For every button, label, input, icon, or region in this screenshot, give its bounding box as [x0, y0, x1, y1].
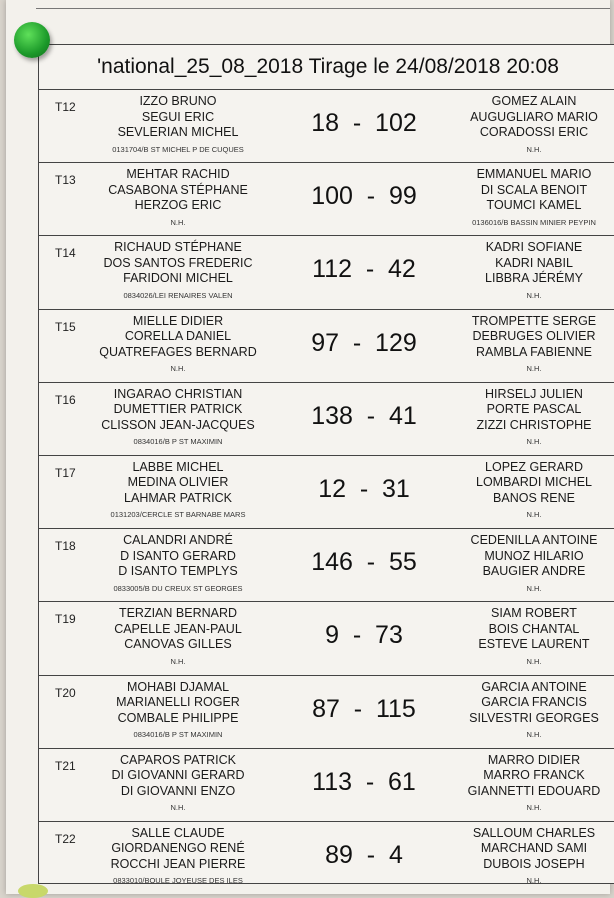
- club-label: N.H.: [526, 290, 542, 300]
- player-name: DUBOIS JOSEPH: [483, 856, 585, 871]
- score-separator: -: [352, 621, 362, 650]
- club-label: 0834016/B P ST MAXIMIN: [133, 437, 223, 447]
- score-left: 113: [312, 767, 353, 796]
- team-left: [87, 387, 269, 448]
- player-name: PORTE PASCAL: [486, 402, 582, 417]
- player-name: GOMEZ ALAIN: [491, 94, 577, 108]
- score-left: 9: [325, 621, 340, 650]
- sheet-title: 'national_25_08_2018 Tirage le 24/08/2018 20:08: [39, 45, 614, 90]
- table-number: T12: [55, 100, 76, 114]
- player-name: BAUGIER ANDRE: [482, 564, 586, 579]
- player-name: GARCIA FRANCIS: [481, 695, 587, 709]
- table-number: T22: [55, 831, 76, 846]
- player-name: TERZIAN BERNARD: [118, 606, 238, 621]
- player-name: HERZOG ERIC: [134, 198, 222, 213]
- club-label: N.H.: [170, 656, 186, 666]
- player-name: DUMETTIER PATRICK: [113, 402, 243, 417]
- score-right: 55: [388, 548, 417, 577]
- score-right: 99: [388, 182, 417, 211]
- player-name: SEGUI ERIC: [141, 109, 215, 124]
- club-label: N.H.: [170, 364, 186, 374]
- score-right: 115: [375, 694, 416, 723]
- player-name: TOUMCI KAMEL: [486, 198, 582, 213]
- team-left: [87, 314, 269, 375]
- player-name: LAHMAR PATRICK: [124, 490, 232, 505]
- team-left: [87, 753, 269, 814]
- player-name: DOS SANTOS FREDERIC: [103, 255, 253, 270]
- score: [279, 695, 449, 724]
- match-row: [39, 602, 614, 675]
- team-left: [87, 94, 269, 155]
- club-label: N.H.: [526, 364, 542, 374]
- club-label: N.H.: [526, 437, 542, 447]
- club-label: N.H.: [170, 217, 186, 227]
- score-left: 18: [311, 109, 340, 137]
- player-name: DI SCALA BENOIT: [480, 182, 588, 197]
- player-name: LABBE MICHEL: [132, 459, 224, 474]
- table-number: T19: [55, 612, 76, 627]
- score: [279, 402, 449, 431]
- score: [279, 109, 449, 138]
- score-right: 73: [375, 621, 403, 650]
- yellow-pushpin: [18, 884, 48, 898]
- player-name: CALANDRI ANDRÉ: [123, 533, 233, 548]
- score-right: 42: [388, 255, 416, 284]
- player-name: SEVLERIAN MICHEL: [117, 125, 239, 139]
- score: [279, 841, 449, 870]
- team-left: [87, 240, 269, 301]
- team-left: [87, 533, 269, 594]
- team-right: [449, 606, 614, 667]
- player-name: MUNOZ HILARIO: [484, 548, 584, 563]
- score-left: 87: [312, 694, 340, 723]
- club-label: 0834016/B P ST MAXIMIN: [133, 730, 223, 739]
- table-number: T16: [55, 392, 76, 407]
- team-left: [87, 606, 269, 667]
- team-left: [87, 680, 269, 741]
- match-row: [39, 383, 614, 456]
- player-name: GIORDANENGO RENÉ: [111, 841, 245, 856]
- score-right: 41: [388, 401, 417, 430]
- player-name: RAMBLA FABIENNE: [475, 344, 592, 359]
- player-name: CAPELLE JEAN-PAUL: [114, 621, 242, 636]
- score-right: 61: [388, 767, 416, 796]
- club-label: 0131203/CERCLE ST BARNABE MARS: [110, 510, 246, 520]
- paper-sheet: [6, 0, 610, 894]
- player-name: DI GIOVANNI ENZO: [120, 783, 236, 798]
- match-row: [39, 90, 614, 163]
- player-name: IZZO BRUNO: [139, 94, 217, 108]
- score-left: 100: [311, 182, 353, 211]
- score-separator: -: [366, 840, 376, 869]
- club-label: 0833010/BOULE JOYEUSE DES ILES: [113, 876, 243, 886]
- score-left: 146: [311, 548, 353, 577]
- match-row: [39, 456, 614, 529]
- team-right: [449, 460, 614, 521]
- player-name: CORELLA DANIEL: [124, 329, 232, 344]
- club-label: N.H.: [526, 803, 542, 813]
- score-left: 138: [311, 401, 353, 430]
- team-right: [449, 826, 614, 887]
- team-right: [449, 314, 614, 375]
- player-name: BANOS RENE: [493, 490, 575, 505]
- score-separator: -: [352, 109, 362, 137]
- player-name: MARRO DIDIER: [487, 752, 581, 767]
- player-name: SILVESTRI GEORGES: [469, 710, 599, 725]
- club-label: 0834026/LEI RENAIRES VALEN: [123, 290, 233, 300]
- team-right: [449, 167, 614, 228]
- player-name: MARRO FRANCK: [483, 768, 585, 783]
- table-number: T21: [55, 758, 76, 773]
- player-name: KADRI NABIL: [495, 255, 573, 270]
- score-left: 12: [318, 474, 346, 503]
- score-separator: -: [352, 328, 362, 357]
- player-name: CASABONA STÉPHANE: [108, 182, 248, 197]
- club-label: N.H.: [526, 876, 542, 886]
- team-right: [449, 387, 614, 448]
- player-name: AUGUGLIARO MARIO: [470, 109, 598, 124]
- player-name: QUATREFAGES BERNARD: [99, 344, 257, 359]
- table-number: T20: [55, 685, 76, 700]
- match-row: [39, 822, 614, 895]
- player-name: MOHABI DJAMAL: [126, 679, 230, 694]
- club-label: 0833005/B DU CREUX ST GEORGES: [113, 583, 243, 593]
- match-row: [39, 529, 614, 602]
- table-number: T17: [55, 465, 76, 480]
- club-label: N.H.: [526, 656, 542, 666]
- score-separator: -: [365, 767, 375, 796]
- table-number: T14: [55, 246, 76, 261]
- player-name: KADRI SOFIANE: [485, 240, 583, 255]
- player-name: MIELLE DIDIER: [132, 313, 224, 328]
- score-separator: -: [366, 548, 376, 577]
- score-left: 97: [311, 328, 340, 357]
- score: [279, 621, 449, 650]
- score-right: 4: [388, 840, 403, 869]
- team-right: [449, 94, 614, 155]
- top-rule: [36, 8, 610, 9]
- score-separator: -: [366, 401, 376, 430]
- team-right: [449, 240, 614, 301]
- player-name: MARIANELLI ROGER: [116, 695, 240, 709]
- match-row: [39, 236, 614, 309]
- player-name: CEDENILLA ANTOINE: [470, 533, 598, 548]
- score: [279, 768, 449, 797]
- score-separator: -: [365, 255, 375, 284]
- team-left: [87, 460, 269, 521]
- player-name: SALLOUM CHARLES: [472, 825, 596, 840]
- player-name: MARCHAND SAMI: [480, 841, 588, 856]
- match-row: [39, 310, 614, 383]
- player-name: FARIDONI MICHEL: [123, 271, 233, 286]
- player-name: LOPEZ GERARD: [485, 459, 583, 474]
- score-left: 112: [312, 255, 353, 284]
- table-number: T15: [55, 319, 76, 334]
- score-separator: -: [366, 182, 376, 211]
- player-name: EMMANUEL MARIO: [476, 167, 592, 182]
- match-row: [39, 749, 614, 822]
- score: [279, 255, 449, 284]
- player-name: DI GIOVANNI GERARD: [111, 768, 245, 783]
- player-name: CAPAROS PATRICK: [120, 752, 236, 767]
- player-name: SALLE CLAUDE: [131, 825, 225, 840]
- match-rows: [39, 90, 614, 895]
- team-right: [449, 533, 614, 594]
- player-name: TROMPETTE SERGE: [471, 313, 597, 328]
- club-label: N.H.: [170, 803, 186, 813]
- player-name: MEHTAR RACHID: [126, 167, 230, 182]
- player-name: GIANNETTI EDOUARD: [467, 783, 601, 798]
- player-name: ZIZZI CHRISTOPHE: [476, 417, 592, 432]
- score-separator: -: [359, 474, 369, 503]
- player-name: INGARAO CHRISTIAN: [113, 386, 243, 401]
- team-right: [449, 680, 614, 741]
- player-name: RICHAUD STÉPHANE: [114, 240, 242, 255]
- player-name: LIBBRA JÉRÉMY: [485, 271, 583, 286]
- player-name: CORADOSSI ERIC: [479, 125, 589, 139]
- player-name: ESTEVE LAURENT: [478, 637, 590, 652]
- player-name: BOIS CHANTAL: [488, 621, 580, 636]
- player-name: COMBALE PHILIPPE: [117, 710, 239, 725]
- player-name: GARCIA ANTOINE: [481, 679, 587, 694]
- score-left: 89: [325, 840, 353, 869]
- team-left: [87, 826, 269, 887]
- club-label: N.H.: [526, 730, 542, 739]
- club-label: 0131704/B ST MICHEL P DE CUQUES: [112, 144, 244, 154]
- club-label: N.H.: [526, 583, 542, 593]
- player-name: ROCCHI JEAN PIERRE: [110, 856, 246, 871]
- player-name: CANOVAS GILLES: [124, 637, 232, 652]
- match-row: [39, 676, 614, 749]
- team-left: [87, 167, 269, 228]
- club-label: 0136016/B BASSIN MINIER PEYPIN: [472, 217, 596, 227]
- score-separator: -: [353, 694, 363, 723]
- green-pushpin: [14, 22, 50, 58]
- player-name: D ISANTO TEMPLYS: [118, 564, 238, 579]
- player-name: DEBRUGES OLIVIER: [472, 329, 596, 344]
- club-label: N.H.: [526, 510, 542, 520]
- draw-results-card: [38, 44, 614, 884]
- score-right: 129: [375, 328, 417, 357]
- table-number: T18: [55, 539, 76, 554]
- player-name: MEDINA OLIVIER: [127, 475, 229, 490]
- score: [279, 182, 449, 211]
- player-name: CLISSON JEAN-JACQUES: [101, 417, 255, 432]
- player-name: D ISANTO GERARD: [120, 548, 236, 563]
- score: [279, 329, 449, 358]
- score-right: 102: [375, 109, 417, 137]
- player-name: HIRSELJ JULIEN: [485, 386, 583, 401]
- score-right: 31: [382, 474, 410, 503]
- table-number: T13: [55, 173, 76, 188]
- player-name: SIAM ROBERT: [491, 606, 577, 621]
- club-label: N.H.: [526, 144, 542, 154]
- score: [279, 475, 449, 504]
- player-name: LOMBARDI MICHEL: [476, 475, 592, 490]
- team-right: [449, 753, 614, 814]
- score: [279, 548, 449, 577]
- match-row: [39, 163, 614, 236]
